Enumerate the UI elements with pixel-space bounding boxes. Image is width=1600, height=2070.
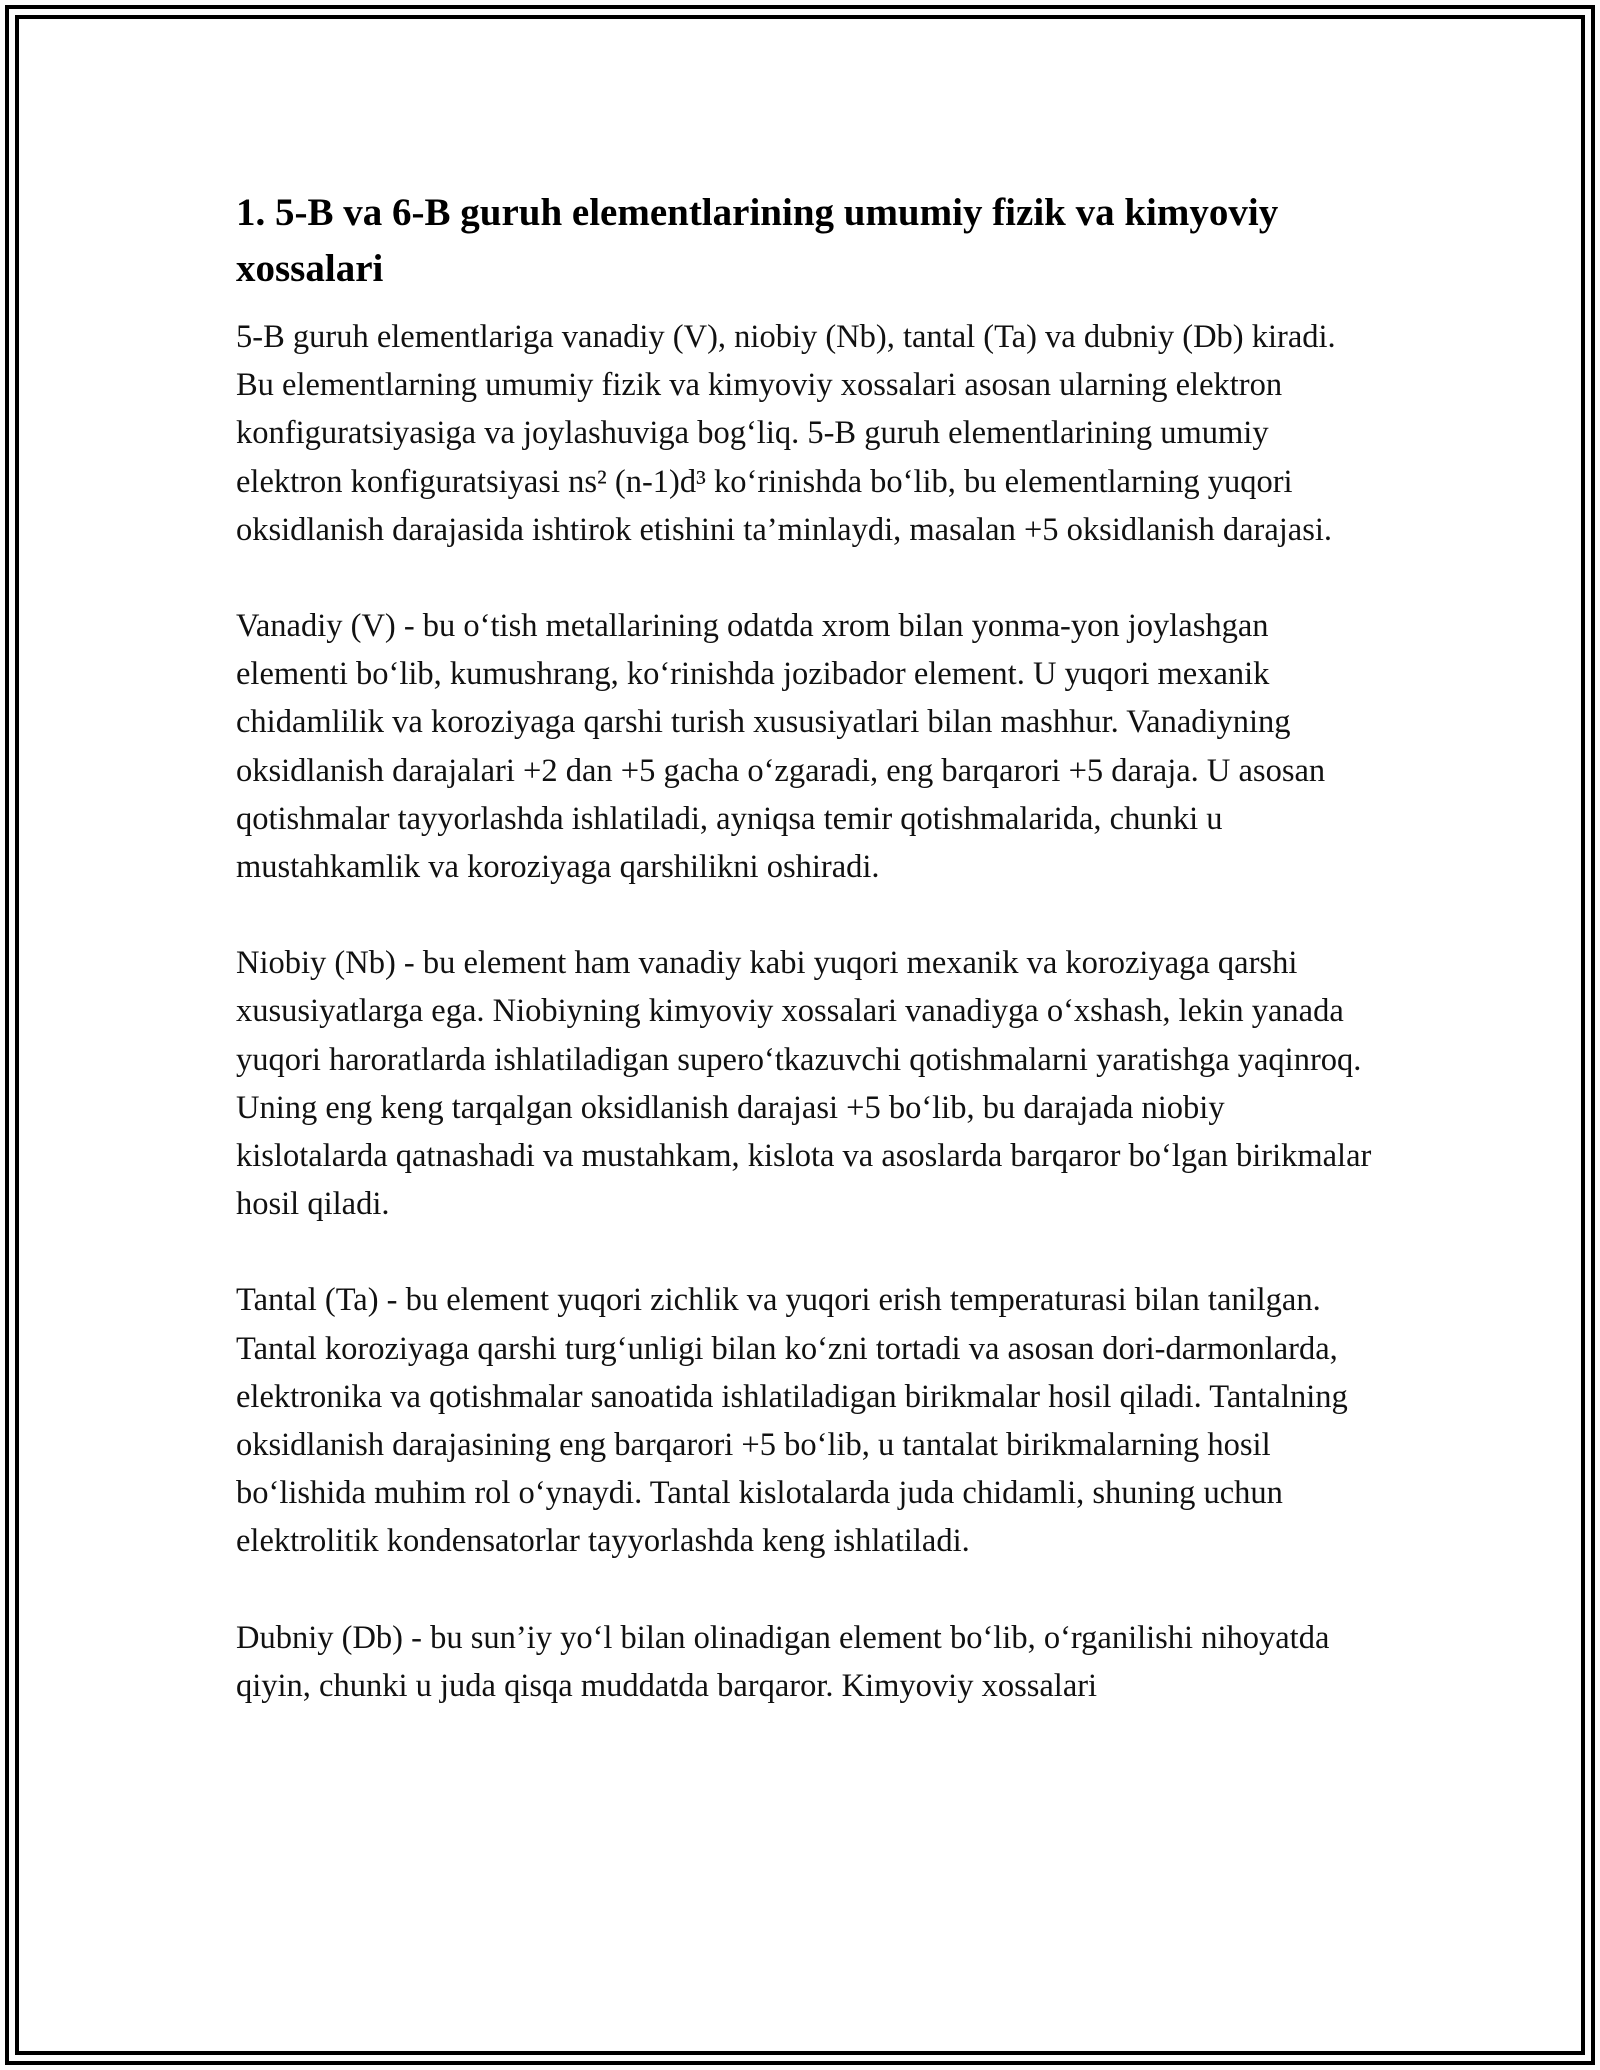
section-heading: 1. 5-B va 6-B guruh elementlarining umumiy fizik va kimyoviy xossalari (236, 191, 1279, 290)
document-body (236, 185, 1376, 1710)
paragraph-niobium: Niobiy (Nb) - bu element ham vanadiy kabi yuqori mexanik va koroziyaga qarshi xususiyatlarga ega. Niobiyning kimyoviy xossalari vanadiyga o‘xshash, lekin yanada yuqori haroratlarda ishlatiladigan supero‘tkazuvchi qotishmalarni yaratishga yaqinroq. Uning eng keng tarqalgan oksidlanish darajasi +5 bo‘lib, bu darajada niobiy kislotalarda qatnashadi va mustahkam, kislota va asoslarda barqaror bo‘lgan birikmalar hosil qiladi. (236, 945, 1372, 1223)
paragraph-vanadium: Vanadiy (V) - bu o‘tish metallarining odatda xrom bilan yonma-yon joylashgan elementi bo‘lib, kumushrang, ko‘rinishda jozibador element. U yuqori mexanik chidamlilik va koroziyaga qarshi turish xususiyatlari bilan mashhur. Vanadiyning oksidlanish darajalari +2 dan +5 gacha o‘zgaradi, eng barqarori +5 daraja. U asosan qotishmalar tayyorlashda ishlatiladi, ayniqsa temir qotishmalarida, chunki u mustahkamlik va koroziyaga qarshilikni oshiradi. (236, 608, 1326, 886)
paragraph-tantalum: Tantal (Ta) - bu element yuqori zichlik va yuqori erish temperaturasi bilan tanilgan. Tantal koroziyaga qarshi turg‘unligi bilan ko‘zni tortadi va asosan dori-darmonlarda, elektronika va qotishmalar sanoatida ishlatiladigan birikmalar hosil qiladi. Tantalning oksidlanish darajasining eng barqarori +5 bo‘lib, u tantalat birikmalarning hosil bo‘lishida muhim rol o‘ynaydi. Tantal kislotalarda juda chidamli, shuning uchun elektrolitik kondensatorlar tayyorlashda keng ishlatiladi. (236, 1282, 1348, 1560)
paragraph-dubnium: Dubniy (Db) - bu sun’iy yo‘l bilan olinadigan element bo‘lib, o‘rganilishi nihoyatda qiyin, chunki u juda qisqa muddatda barqaror. Kimyoviy xossalari (236, 1619, 1330, 1704)
paragraph-group-overview: 5-B guruh elementlariga vanadiy (V), niobiy (Nb), tantal (Ta) va dubniy (Db) kiradi. Bu elementlarning umumiy fizik va kimyoviy xossalari asosan ularning elektron konfiguratsiyasiga va joylashuviga bog‘liq. 5-B guruh elementlarining umumiy elektron konfiguratsiyasi ns² (n-1)d³ ko‘rinishda bo‘lib, bu elementlarning yuqori oksidlanish darajasida ishtirok etishini ta’minlaydi, masalan +5 oksidlanish darajasi. (236, 319, 1336, 548)
